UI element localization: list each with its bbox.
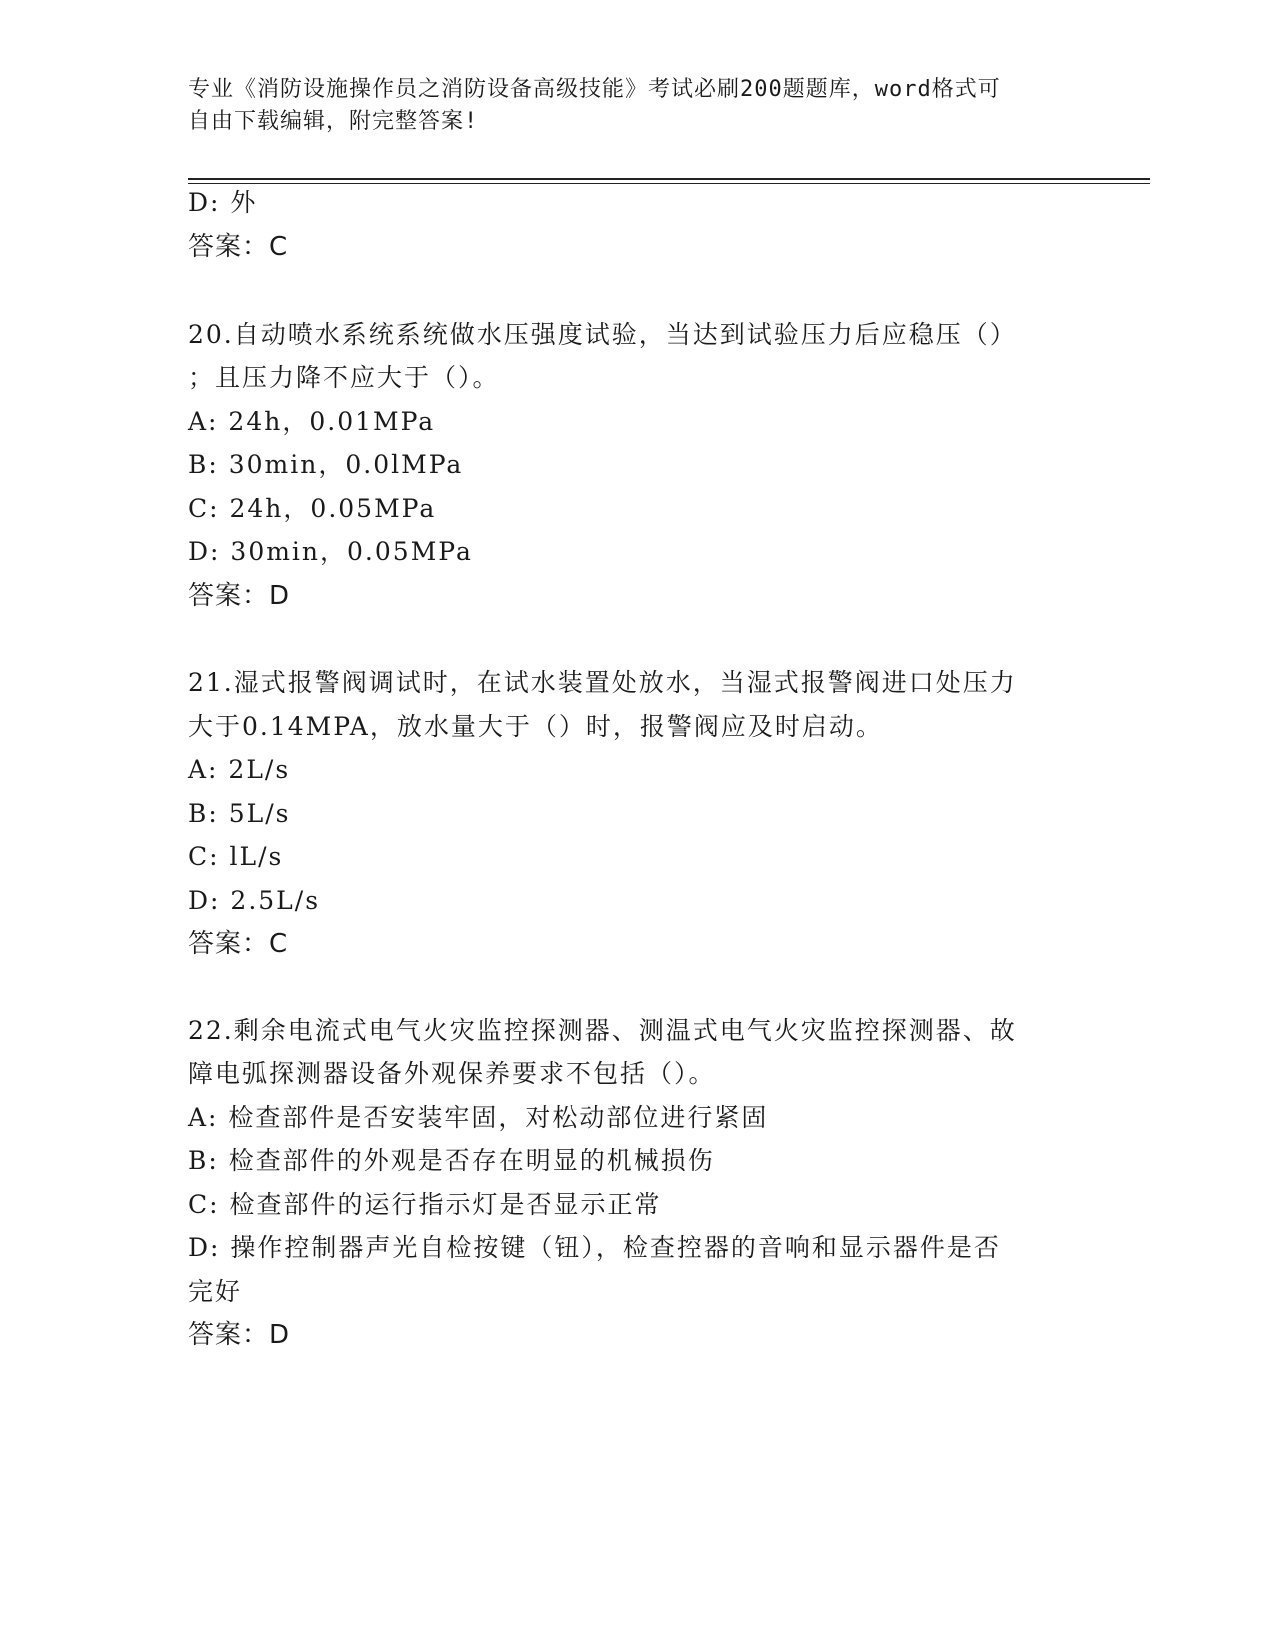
q21-stem-line-2: 大于0.14MPA，放水量大于（）时，报警阀应及时启动。 xyxy=(188,712,883,741)
q20-option-d: D: 30min，0.05MPa xyxy=(188,537,473,566)
q20-option-b: B: 30min，0.0lMPa xyxy=(188,450,464,479)
document-header xyxy=(188,74,1068,138)
q20-option-c: C: 24h，0.05MPa xyxy=(188,494,437,523)
q21-option-b: B: 5L/s xyxy=(188,799,291,828)
q22-option-c: C: 检查部件的运行指示灯是否显示正常 xyxy=(188,1190,662,1219)
q22-option-a: A: 检查部件是否安装牢固，对松动部位进行紧固 xyxy=(188,1103,769,1132)
q22-answer: 答案：D xyxy=(188,1320,291,1350)
q21-answer: 答案：C xyxy=(188,929,289,959)
header-divider-thin xyxy=(188,183,1150,184)
header-divider-thick xyxy=(188,178,1150,180)
q20-stem-line-2: ；且压力降不应大于（）。 xyxy=(188,363,500,392)
q20-answer: 答案：D xyxy=(188,581,291,611)
prev-option-d: D: 外 xyxy=(188,188,258,217)
header-line-2: 自由下载编辑，附完整答案! xyxy=(188,109,479,134)
q22-stem-line-1: 22.剩余电流式电气火灾监控探测器、测温式电气火灾监控探测器、故 xyxy=(188,1016,1017,1045)
prev-answer: 答案：C xyxy=(188,232,289,262)
header-line-1: 专业《消防设施操作员之消防设备高级技能》考试必刷200题题库，word格式可 xyxy=(188,77,1001,102)
q20-option-a: A: 24h，0.01MPa xyxy=(188,407,436,436)
q21-option-a: A: 2L/s xyxy=(188,755,291,784)
q21-stem-line-1: 21.湿式报警阀调试时，在试水装置处放水，当湿式报警阀进口处压力 xyxy=(188,668,1017,697)
q22-option-d-continued: 完好 xyxy=(188,1277,243,1306)
q22-option-d: D: 操作控制器声光自检按键（钮），检查控器的音响和显示器件是否 xyxy=(188,1233,1001,1262)
q22-option-b: B: 检查部件的外观是否存在明显的机械损伤 xyxy=(188,1146,715,1175)
q21-option-d: D: 2.5L/s xyxy=(188,886,321,915)
q20-stem-line-1: 20.自动喷水系统系统做水压强度试验，当达到试验压力后应稳压（） xyxy=(188,320,1017,349)
q21-option-c: C: lL/s xyxy=(188,842,284,871)
q22-stem-line-2: 障电弧探测器设备外观保养要求不包括（）。 xyxy=(188,1059,716,1088)
